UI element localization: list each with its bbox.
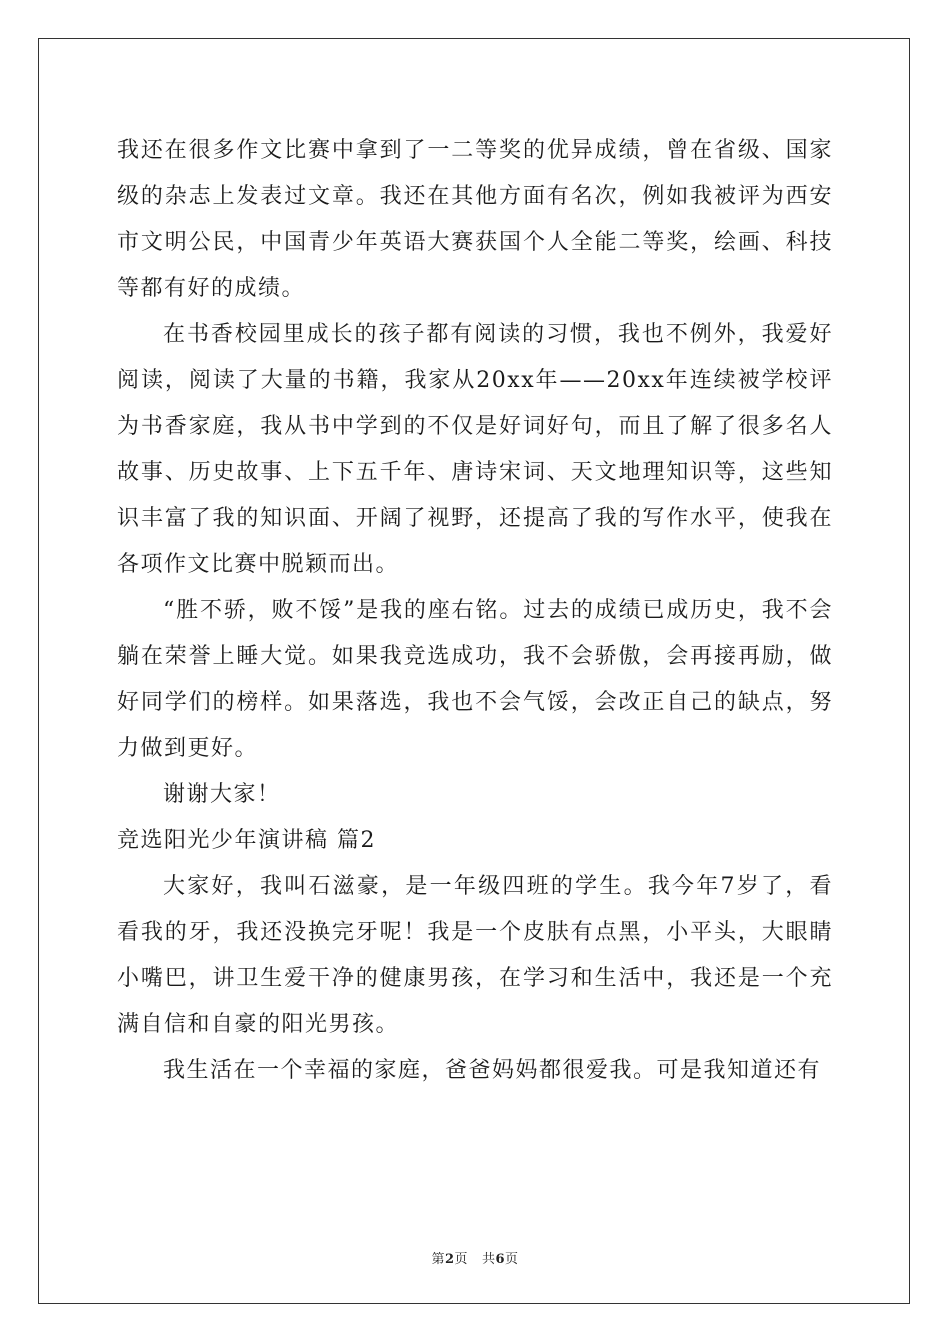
page-footer	[0, 1248, 950, 1267]
paragraph-family: 我生活在一个幸福的家庭，爸爸妈妈都很爱我。可是我知道还有	[163, 1058, 822, 1083]
paragraph-introduction: 大家好，我叫石滋豪，是一年级四班的学生。我今年7岁了，看看我的牙，我还没换完牙呢！我是一个皮肤有点黑，小平头，大眼睛小嘴巴，讲卫生爱干净的健康男孩，在学习和生活中，我还是一个充满自信和自豪的阳光男孩。	[117, 874, 833, 1037]
paragraph-motto: “胜不骄，败不馁”是我的座右铭。过去的成绩已成历史，我不会躺在荣誉上睡大觉。如果我竞选成功，我不会骄傲，会再接再励，做好同学们的榜样。如果落选，我也不会气馁，会改正自己的缺点，努力做到更好。	[117, 598, 833, 761]
section-heading: 竞选阳光少年演讲稿 篇2	[117, 828, 376, 853]
document-body	[117, 128, 833, 1094]
footer-total-prefix: 共	[481, 1252, 496, 1267]
footer-page-suffix: 页	[454, 1252, 469, 1267]
paragraph-achievements: 我还在很多作文比赛中拿到了一二等奖的优异成绩，曾在省级、国家级的杂志上发表过文章。我还在其他方面有名次，例如我被评为西安市文明公民，中国青少年英语大赛获国个人全能二等奖，绘画、科技等都有好的成绩。	[117, 138, 833, 301]
paragraph-reading: 在书香校园里成长的孩子都有阅读的习惯，我也不例外，我爱好阅读，阅读了大量的书籍，我家从20xx年——20xx年连续被学校评为书香家庭，我从书中学到的不仅是好词好句，而且了解了很多名人故事、历史故事、上下五千年、唐诗宋词、天文地理知识等，这些知识丰富了我的知识面、开阔了视野，还提高了我的写作水平，使我在各项作文比赛中脱颖而出。	[117, 322, 833, 577]
paragraph-thanks: 谢谢大家！	[163, 782, 281, 807]
footer-current-page: 2	[444, 1252, 455, 1267]
footer-prefix: 第	[431, 1252, 445, 1267]
footer-total-suffix: 页	[505, 1252, 519, 1267]
footer-total-pages: 6	[495, 1252, 506, 1267]
